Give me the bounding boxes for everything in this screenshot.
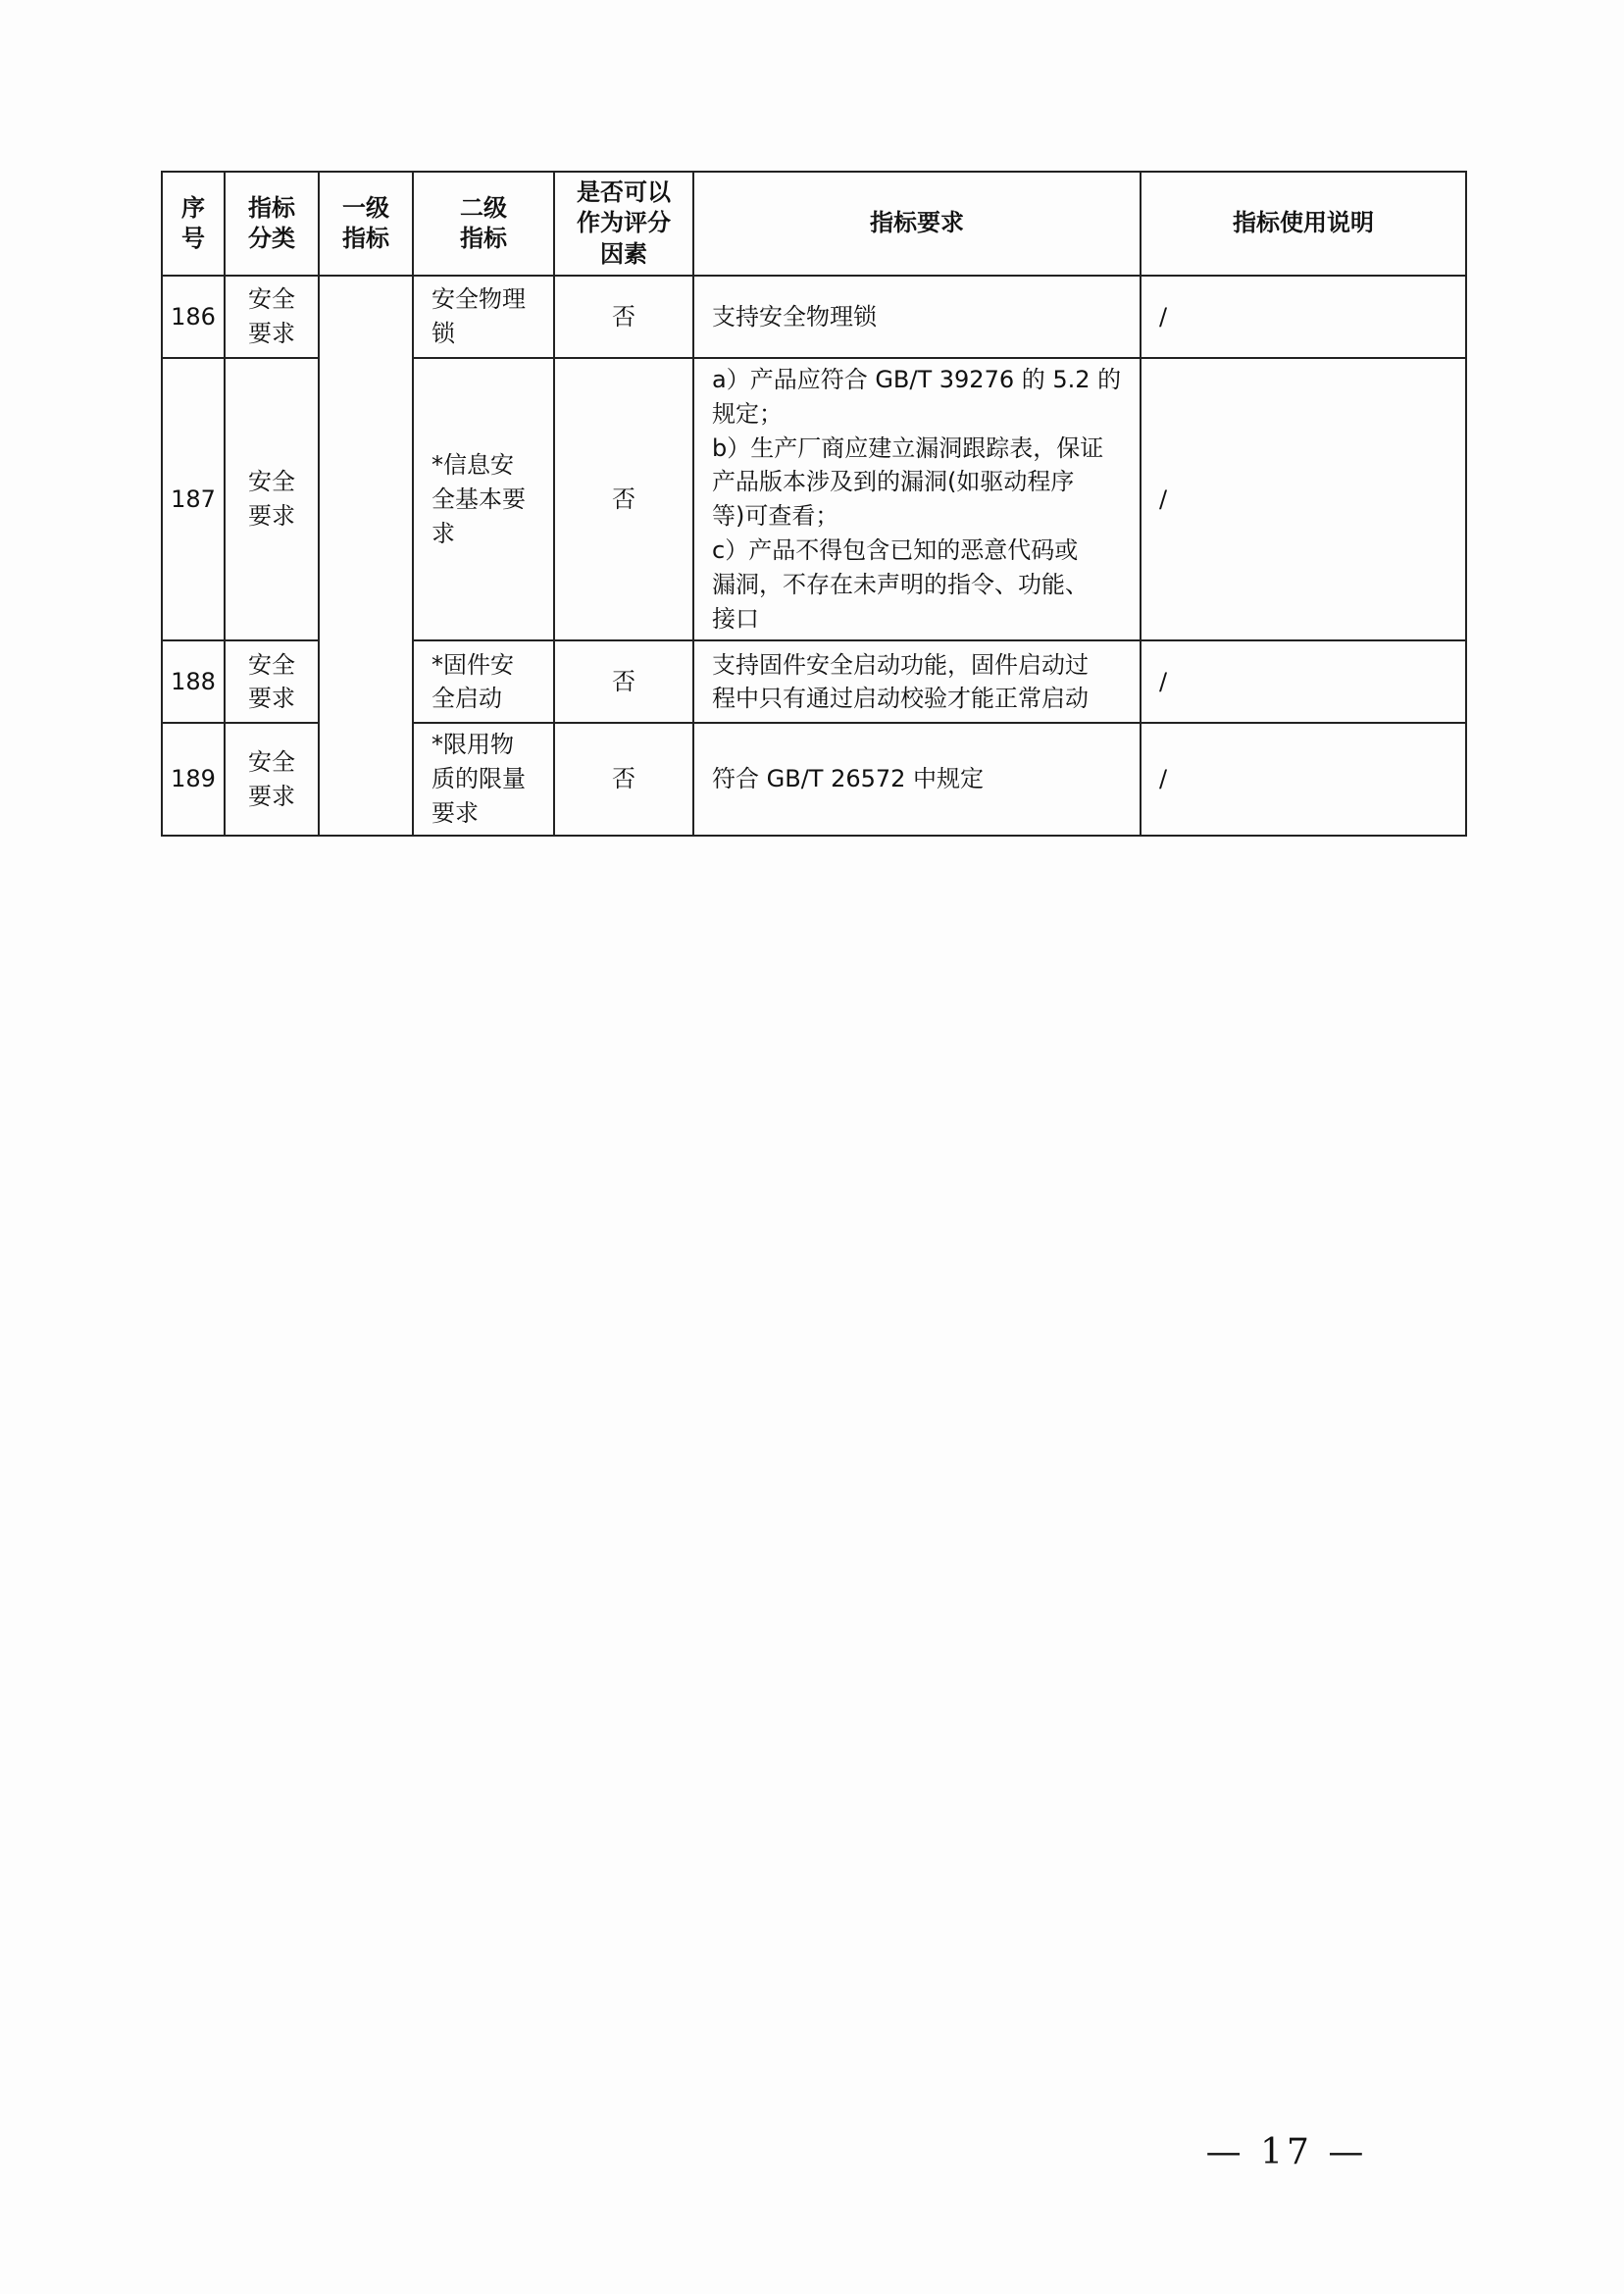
row-level2: *固件安 全启动 xyxy=(413,640,554,723)
header-category: 指标 分类 xyxy=(225,172,319,276)
header-scoring: 是否可以 作为评分 因素 xyxy=(554,172,693,276)
row-number: 186 xyxy=(162,276,225,358)
row-number: 189 xyxy=(162,723,225,835)
row-note: / xyxy=(1141,640,1466,723)
level1-cell xyxy=(319,276,413,836)
row-requirement: 支持安全物理锁 xyxy=(693,276,1141,358)
header-requirement: 指标要求 xyxy=(693,172,1141,276)
row-level2: 安全物理 锁 xyxy=(413,276,554,358)
requirements-table xyxy=(161,171,1467,837)
row-scoring: 否 xyxy=(554,358,693,640)
row-scoring: 否 xyxy=(554,723,693,835)
row-number: 187 xyxy=(162,358,225,640)
header-note: 指标使用说明 xyxy=(1141,172,1466,276)
row-note: / xyxy=(1141,358,1466,640)
row-note: / xyxy=(1141,276,1466,358)
header-num: 序 号 xyxy=(162,172,225,276)
row-requirement: 支持固件安全启动功能，固件启动过 程中只有通过启动校验才能正常启动 xyxy=(693,640,1141,723)
row-category: 安全 要求 xyxy=(225,640,319,723)
table-header-row xyxy=(162,172,1466,276)
row-requirement: 符合 GB/T 26572 中规定 xyxy=(693,723,1141,835)
row-number: 188 xyxy=(162,640,225,723)
row-requirement: a）产品应符合 GB/T 39276 的 5.2 的 规定； b）生产厂商应建立漏洞跟踪表，保证 产品版本涉及到的漏洞(如驱动程序 等)可查看； c）产品不得包含已知的恶意代码或 漏洞，不存在未声明的指令、功能、 接口 xyxy=(693,358,1141,640)
header-level1: 一级 指标 xyxy=(319,172,413,276)
row-level2: *信息安 全基本要 求 xyxy=(413,358,554,640)
table-row xyxy=(162,276,1466,358)
row-category: 安全 要求 xyxy=(225,276,319,358)
row-category: 安全 要求 xyxy=(225,358,319,640)
row-scoring: 否 xyxy=(554,276,693,358)
row-level2: *限用物 质的限量 要求 xyxy=(413,723,554,835)
row-category: 安全 要求 xyxy=(225,723,319,835)
header-level2: 二级 指标 xyxy=(413,172,554,276)
row-note: / xyxy=(1141,723,1466,835)
row-scoring: 否 xyxy=(554,640,693,723)
page-number: — 17 — xyxy=(1205,2132,1368,2172)
